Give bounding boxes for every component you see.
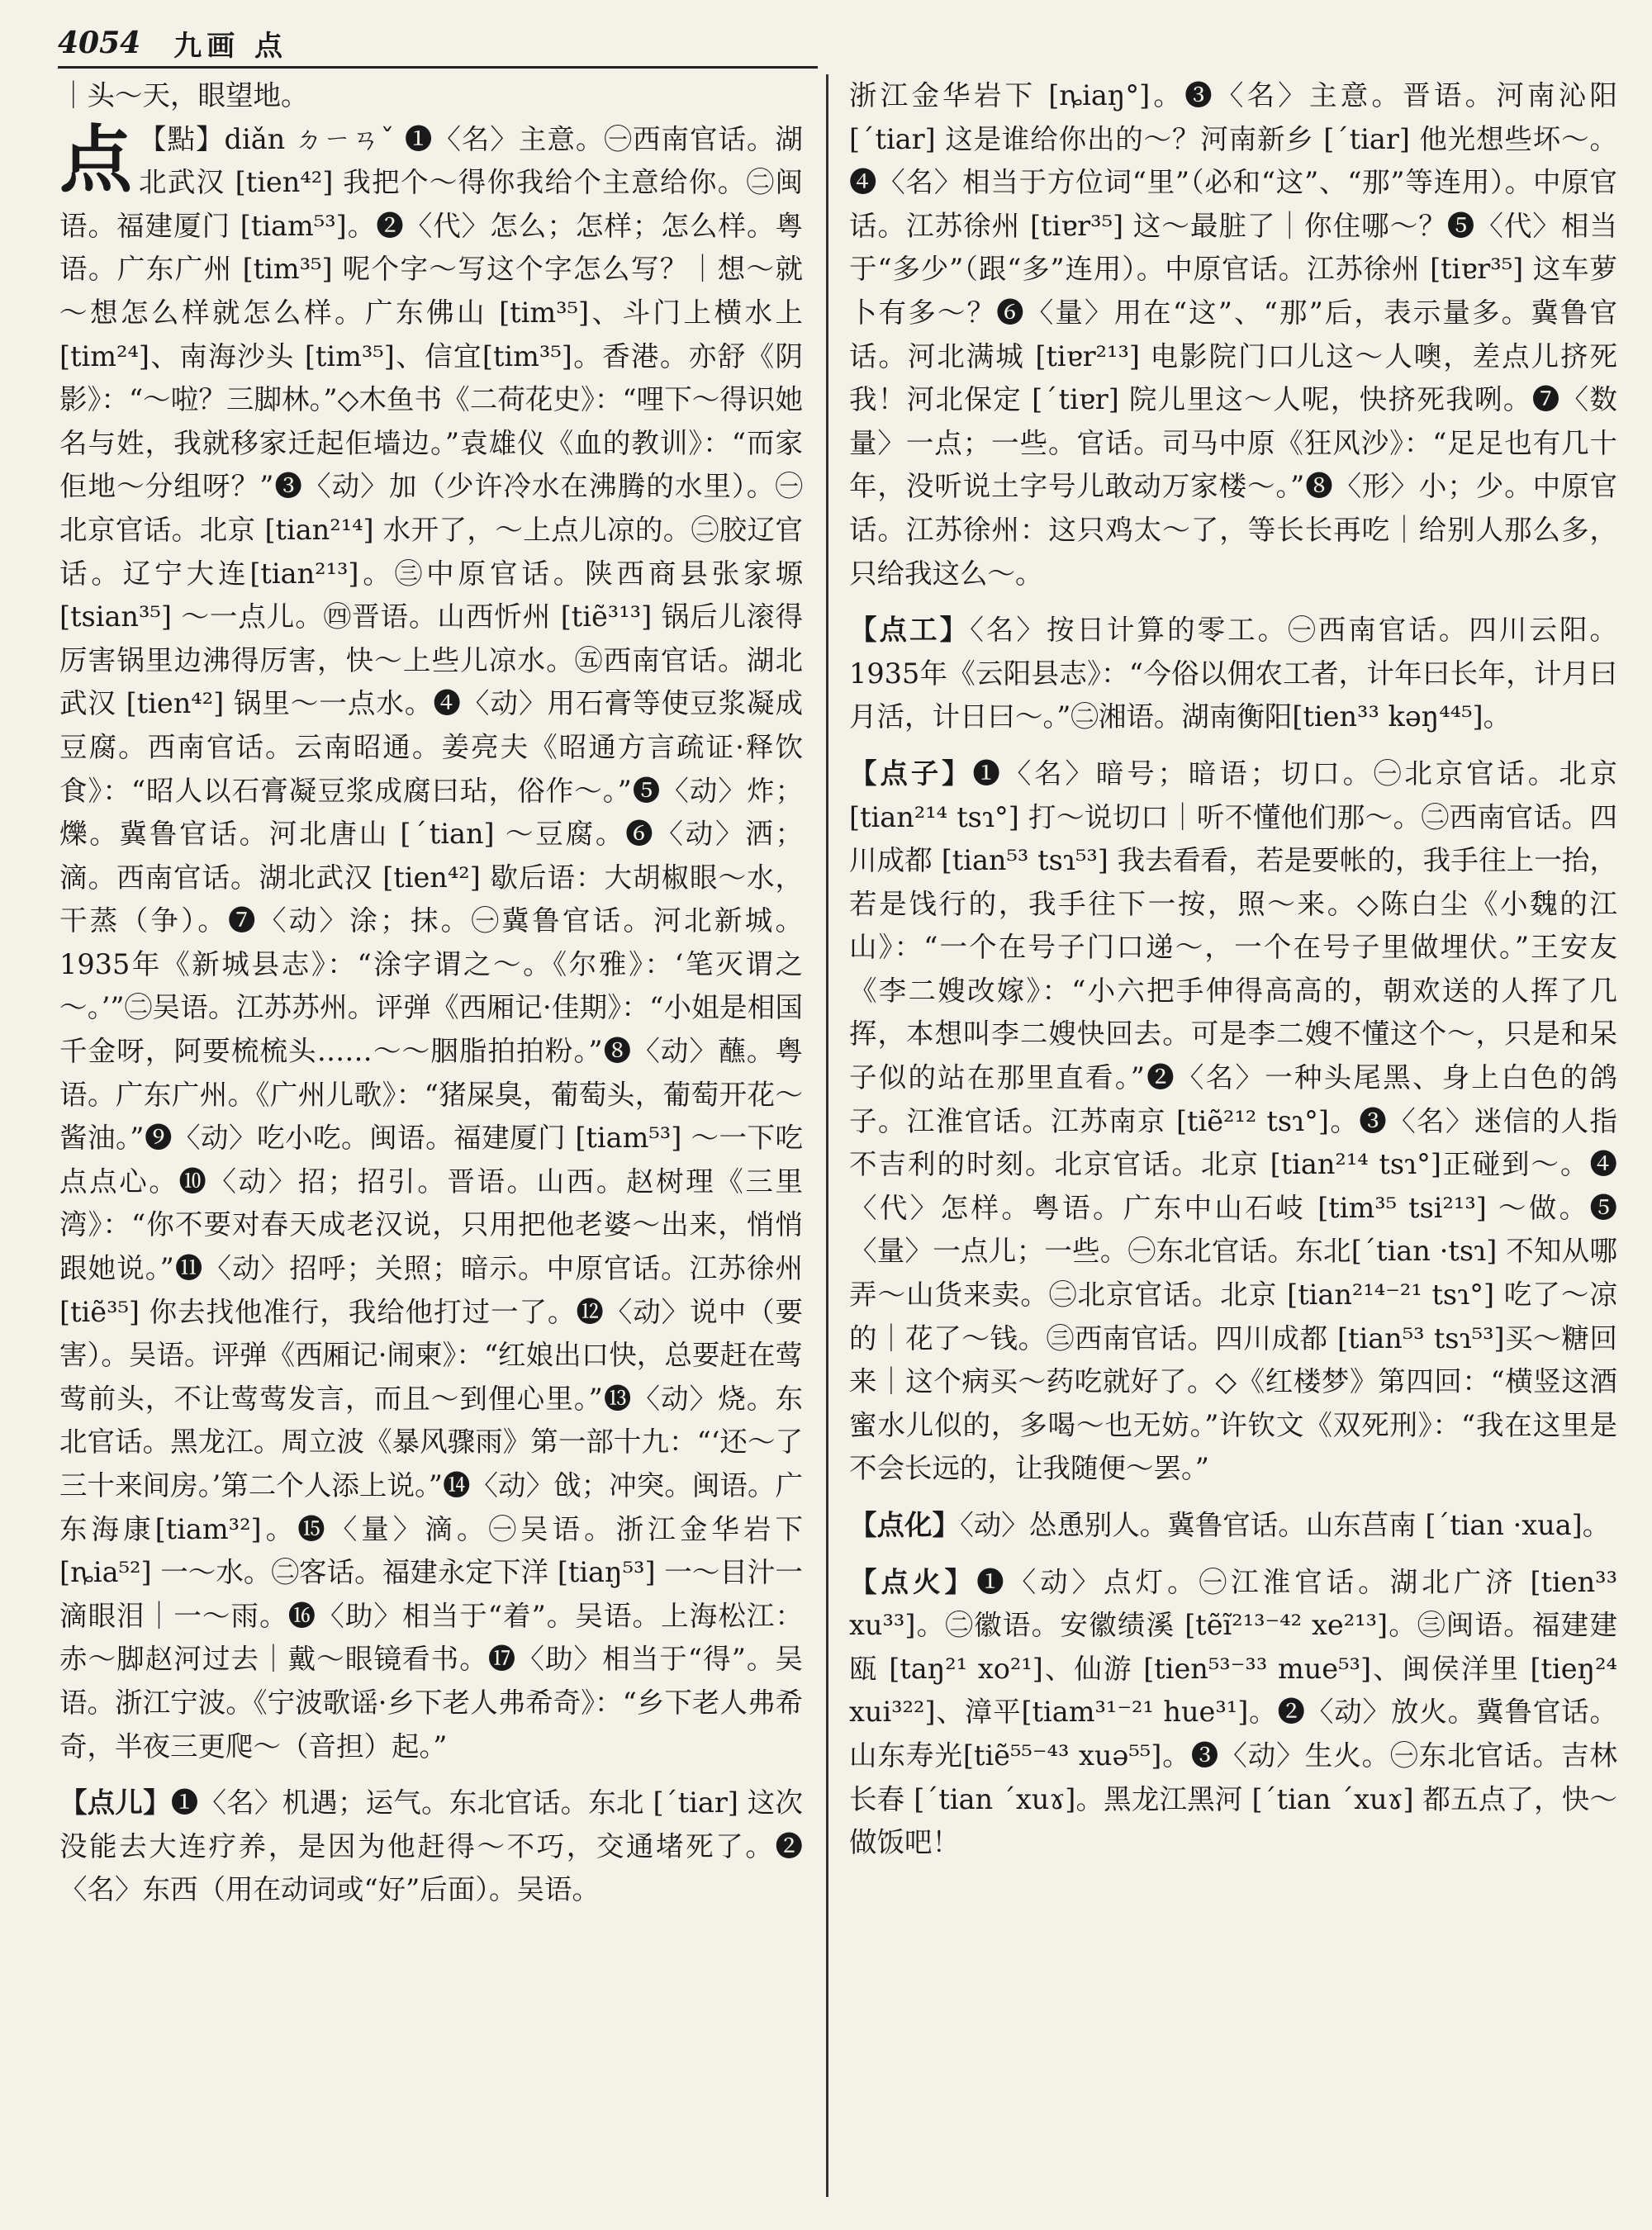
entry-dianhua-head: 【点化】	[849, 1509, 960, 1541]
entry-dianzi-head: 【点子】	[849, 757, 973, 790]
entry-dianhua-body: 〈动〉怂恿别人。冀鲁官话。山东莒南 [ˊtian ·xua]。	[960, 1509, 1611, 1541]
entry-dianzi	[849, 752, 1626, 1491]
section-title: 九画 点	[173, 29, 288, 63]
entry-dianer-continued: 浙江金华岩下 [ȵiaŋ°]。❸〈名〉主意。晋语。河南沁阳 [ˊtiar] 这是谁给你出的～？河南新乡 [ˊtiar] 他光想些坏～。❹〈名〉相当于方位词“里”（必和“这”、“那”等连用）。中原官话。江苏徐州 [tiɐr³⁵] 这～最脏了｜你住哪～？❺〈代〉相当于“多少”（跟“多”连用）。中原官话。江苏徐州 [tiɐr³⁵] 这车萝卜有多～？❻〈量〉用在“这”、“那”后，表示量多。冀鲁官话。河北满城 [tiɐr²¹³] 电影院门口儿这～人噢，差点儿挤死我！河北保定 [ˊtiɐr] 院儿里这～人呢，快挤死我咧。❼〈数量〉一点；一些。官话。司马中原《狂风沙》：“足足也有几十年，没听说土字号儿敢动万家楼～。”❽〈形〉小；少。中原官话。江苏徐州：这只鸡太～了，等长长再吃｜给别人那么多，只给我这么～。	[849, 79, 1626, 590]
entry-dianhuo	[849, 1561, 1626, 1865]
entry-dianer-head: 【点儿】	[59, 1786, 171, 1820]
entry-dianer-body: ❶〈名〉机遇；运气。东北官话。东北 [ˊtiar] 这次没能去大连疗养，是因为他赶得～不巧，交通堵死了。❷〈名〉东西（用在动词或“好”后面）。吴语。	[59, 1786, 803, 1906]
entry-diangong	[849, 609, 1617, 739]
headword: 点	[59, 116, 133, 202]
header-rule	[58, 66, 818, 69]
entry-diangong-body: 〈名〉按日计算的零工。㊀西南官话。四川云阳。1935年《云阳县志》：“今俗以佣农工者，计年曰长年，计月曰月活，计日曰～。”㊁湘语。湖南衡阳[tien³³ kəŋ⁴⁴⁵]。	[849, 614, 1618, 733]
entry-dianhuo-head: 【点火】	[849, 1565, 977, 1598]
left-column	[59, 74, 803, 2213]
entry-dianhuo-body: ❶〈动〉点灯。㊀江淮官话。湖北广济 [tien³³ xu³³]。㊁徽语。安徽绩溪 [tẽĩ²¹³⁻⁴² xe²¹³]。㊂闽语。福建建瓯 [taŋ²¹ xo²¹]、仙游 [tien⁵³⁻³³ mue⁵³]、闽侯洋里 [tieŋ²⁴ xui³²²]、漳平[tiam³¹⁻²¹ hue³¹]。❷〈动〉放火。冀鲁官话。山东寿光[tiẽ⁵⁵⁻⁴³ xuə⁵⁵]。❸〈动〉生火。㊀东北官话。吉林长春 [ˊtian ˊxuɤ]。黑龙江黑河 [ˊtian ˊxuɤ] 都五点了，快～做饭吧！	[849, 1565, 1626, 1859]
page-number: 4054	[58, 26, 141, 60]
column-divider	[826, 74, 828, 2197]
entry-dian-body: 【點】diǎn ㄉㄧㄢˇ ❶〈名〉主意。㊀西南官话。湖北武汉 [tien⁴²] 我把个～得你我给个主意给你。㊁闽语。福建厦门 [tiam⁵³]。❷〈代〉怎么；怎样；怎么样。粤语。广东广州 [tim³⁵] 呢个字～写这个字怎么写？｜想～就～想怎么样就怎么样。广东佛山 [tim³⁵]、斗门上横水上 [tim²⁴]、南海沙头 [tim³⁵]、信宜[tim³⁵]。香港。亦舒《阴影》：“～啦？三脚林。”◇木鱼书《二荷花史》：“哩下～得识她名与姓，我就移家迁起佢墙边。”袁雄仪《血的教训》：“而家佢地～分组呀？”❸〈动〉加（少许冷水在沸腾的水里）。㊀北京官话。北京 [tian²¹⁴] 水开了，～上点儿凉的。㊁胶辽官话。辽宁大连[tian²¹³]。㊂中原官话。陕西商县张家塬 [tsian³⁵] ～一点儿。㊃晋语。山西忻州 [tiẽ³¹³] 锅后儿滚得厉害锅里边沸得厉害，快～上些儿凉水。㊄西南官话。湖北武汉 [tien⁴²] 锅里～一点水。❹〈动〉用石膏等使豆浆凝成豆腐。西南官话。云南昭通。姜亮夫《昭通方言疏证·释饮食》：“昭人以石膏凝豆浆成腐曰玷，俗作～。”❺〈动〉炸；爍。冀鲁官话。河北唐山 [ˊtian] ～豆腐。❻〈动〉洒；滴。西南官话。湖北武汉 [tien⁴²] 歇后语：大胡椒眼～水，干蒸（争）。❼〈动〉涂；抹。㊀冀鲁官话。河北新城。1935年《新城县志》：“涂字谓之～。《尔雅》：‘笔灭谓之～。’”㊁吴语。江苏苏州。评弹《西厢记·佳期》：“小姐是相国千金呀，阿要梳梳头……～～胭脂拍拍粉。”❽〈动〉蘸。粤语。广东广州。《广州儿歌》：“猪屎臭，葡萄头，葡萄开花～酱油。”❾〈动〉吃小吃。闽语。福建厦门 [tiam⁵³] ～一下吃点点心。❿〈动〉招；招引。晋语。山西。赵树理《三里湾》：“你不要对春天成老汉说，只用把他老婆～出来，悄悄跟她说。”⓫〈动〉招呼；关照；暗示。中原官话。江苏徐州 [tiẽ³⁵] 你去找他准行，我给他打过一了。⓬〈动〉说中（要害）。吴语。评弹《西厢记·闹柬》：“红娘出口快，总要赶在莺莺前头，不让莺莺发言，而且～到俚心里。”⓭〈动〉烧。东北官话。黑龙江。周立波《暴风骤雨》第一部十九：“‘还～了三十来间房。’第二个人添上说。”⓮〈动〉戗；冲突。闽语。广东海康[tiam³²]。⓯〈量〉滴。㊀吴语。浙江金华岩下 [ȵia⁵²] 一～水。㊁客话。福建永定下洋 [tiaŋ⁵³] 一～目汁一滴眼泪｜一～雨。⓰〈助〉相当于“着”。吴语。上海松江：赤～脚赵河过去｜戴～眼镜看书。⓱〈助〉相当于“得”。吴语。浙江宁波。《宁波歌谣·乡下老人弗希奇》：“乡下老人弗希奇，半夜三更爬～（音担）起。”	[59, 122, 803, 1763]
entry-dianhua	[849, 1504, 1617, 1548]
entry-dianer	[59, 1782, 803, 1912]
entry-dian	[59, 118, 803, 1769]
right-column	[849, 74, 1626, 2213]
continuation-text: ｜头～天，眼望地。	[59, 79, 309, 112]
entry-diangong-head: 【点工】	[849, 614, 971, 647]
page-header	[58, 18, 801, 68]
entry-dianzi-body: ❶〈名〉暗号；暗语；切口。㊀北京官话。北京 [tian²¹⁴ tsɿ°] 打～说切口｜听不懂他们那～。㊁西南官话。四川成都 [tian⁵³ tsɿ⁵³] 我去看看，若是要帐的，我手往上一抬，若是饯行的，我手往下一按，照～来。◇陈白尘《小魏的江山》：“一个在号子门口递～，一个在号子里做埋伏。”王安友《李二嫂改嫁》：“小六把手伸得高高的，朝欢送的人挥了几挥，本想叫李二嫂快回去。可是李二嫂不懂这个～，只是和呆子似的站在那里直看。”❷〈名〉一种头尾黑、身上白色的鸽子。江淮官话。江苏南京 [tiẽ²¹² tsɿ°]。❸〈名〉迷信的人指不吉利的时刻。北京官话。北京 [tian²¹⁴ tsɿ°]正碰到～。❹〈代〉怎样。粤语。广东中山石岐 [tim³⁵ tsi²¹³] ～做。❺〈量〉一点儿；一些。㊀东北官话。东北[ˊtian ·tsɿ] 不知从哪弄～山货来卖。㊁北京官话。北京 [tian²¹⁴⁻²¹ tsɿ°] 吃了～凉的｜花了～钱。㊂西南官话。四川成都 [tian⁵³ tsɿ⁵³]买～糖回来｜这个病买～药吃就好了。◇《红楼梦》第四回：“横竖这酒蜜水儿似的，多喝～也无妨。”许钦文《双死刑》：“我在这里是不会长远的，让我随便～罢。”	[849, 757, 1626, 1485]
